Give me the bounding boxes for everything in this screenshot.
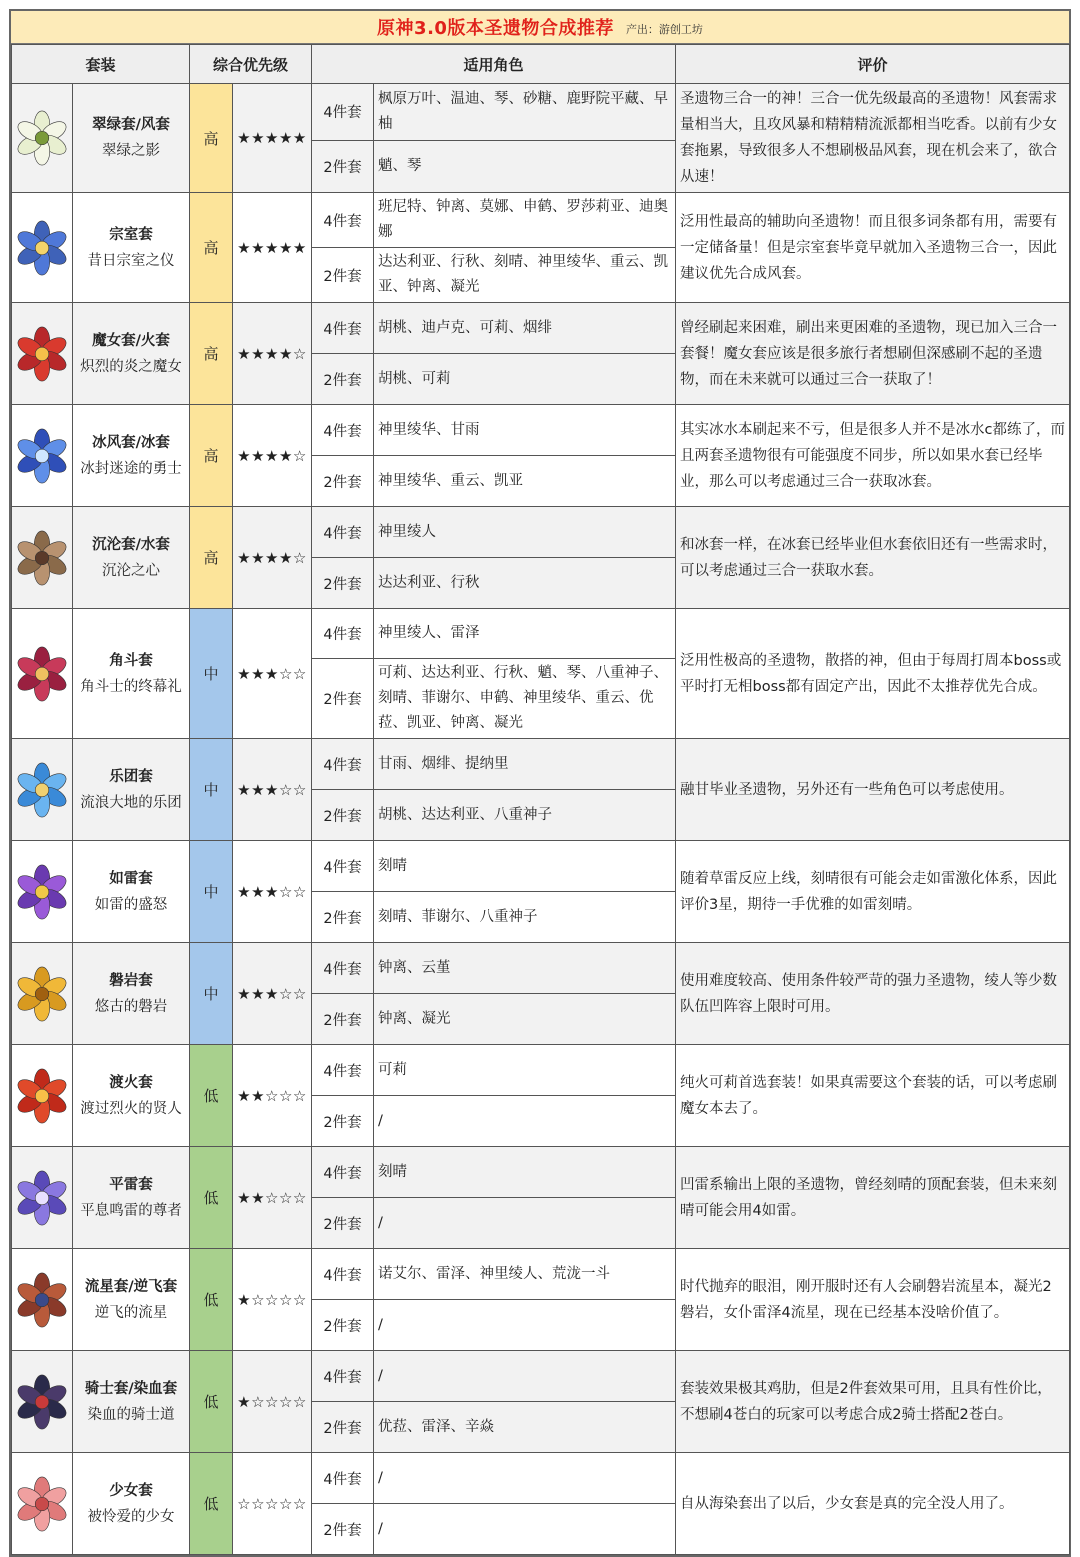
two-piece-characters: 达达利亚、行秋 [374,558,676,609]
two-piece-characters: / [374,1198,676,1249]
two-piece-characters: 达达利亚、行秋、刻晴、神里绫华、重云、凯亚、钟离、凝光 [374,248,676,303]
set-full-name: 冰封迷途的勇士 [80,460,182,477]
set-name: 宗室套 [109,226,153,243]
set-name-cell [73,1147,190,1249]
flower-purple-icon [13,884,71,900]
set-full-name: 悠古的磐岩 [94,998,168,1015]
table-row [12,84,1070,141]
set-name: 少女套 [109,1482,153,1499]
flower-mask-icon [13,550,71,566]
two-piece-label: 2件套 [312,1300,374,1351]
set-name: 流星套/逆飞套 [84,1278,178,1295]
table-row [12,1147,1070,1198]
star-rating: ★★★☆☆ [233,943,312,1045]
set-name-cell [73,303,190,405]
evaluation-text: 泛用性极高的圣遗物，散搭的神，但由于每周打周本boss或平时打无相boss都有固定产出，因此不太推荐优先合成。 [676,609,1070,739]
set-name: 魔女套/火套 [92,332,170,349]
four-piece-characters: 神里绫人 [374,507,676,558]
two-piece-characters: 魈、琴 [374,140,676,192]
table-row [12,943,1070,994]
set-name-cell [73,1351,190,1453]
flower-fire-icon [13,1088,71,1104]
two-piece-characters: 神里绫华、重云、凯亚 [374,456,676,507]
priority-badge: 低 [190,1249,233,1351]
set-name-cell [73,609,190,739]
set-icon-cell [12,507,73,609]
two-piece-characters: 钟离、凝光 [374,994,676,1045]
priority-badge: 低 [190,1453,233,1555]
header-priority: 综合优先级 [190,45,312,84]
four-piece-label: 4件套 [312,507,374,558]
evaluation-text: 纯火可莉首选套装！如果真需要这个套装的话，可以考虑刷魔女本去了。 [676,1045,1070,1147]
star-rating: ★☆☆☆☆ [233,1249,312,1351]
two-piece-label: 2件套 [312,1504,374,1555]
two-piece-characters: 优菈、雷泽、辛焱 [374,1402,676,1453]
star-rating: ★★★☆☆ [233,609,312,739]
evaluation-text: 套装效果极其鸡肋，但是2件套效果可用，且具有性价比，不想刷4苍白的玩家可以考虑合成2骑士搭配2苍白。 [676,1351,1070,1453]
set-name-cell [73,193,190,303]
priority-badge: 低 [190,1351,233,1453]
four-piece-label: 4件套 [312,303,374,354]
four-piece-label: 4件套 [312,1147,374,1198]
set-name-cell [73,405,190,507]
credit-text: 产出：游创工坊 [625,23,703,36]
four-piece-characters: 胡桃、迪卢克、可莉、烟绯 [374,303,676,354]
set-icon-cell [12,739,73,841]
evaluation-text: 凹雷系输出上限的圣遗物，曾经刻晴的顶配套装，但未来刻晴可能会用4如雷。 [676,1147,1070,1249]
table-row [12,1249,1070,1300]
evaluation-text: 泛用性最高的辅助向圣遗物！而且很多词条都有用，需要有一定储备量！但是宗室套毕竟早就加入圣遗物三合一，因此建议优先合成风套。 [676,193,1070,303]
evaluation-text: 和冰套一样，在冰套已经毕业但水套依旧还有一些需求时，可以考虑通过三合一获取水套。 [676,507,1070,609]
two-piece-characters: / [374,1504,676,1555]
set-icon-cell [12,303,73,405]
star-rating: ☆☆☆☆☆ [233,1453,312,1555]
star-rating: ★★☆☆☆ [233,1147,312,1249]
four-piece-characters: 神里绫华、甘雨 [374,405,676,456]
set-name: 渡火套 [109,1074,153,1091]
page-title: 原神3.0版本圣遗物合成推荐 [377,18,614,39]
evaluation-text: 融甘毕业圣遗物，另外还有一些角色可以考虑使用。 [676,739,1070,841]
priority-badge: 中 [190,841,233,943]
set-name: 乐团套 [109,768,153,785]
two-piece-label: 2件套 [312,994,374,1045]
evaluation-text: 曾经刷起来困难，刷出来更困难的圣遗物，现已加入三合一套餐！魔女套应该是很多旅行者想刷但深感刷不起的圣遗物，而在未来就可以通过三合一获取了！ [676,303,1070,405]
set-name: 骑士套/染血套 [84,1380,178,1397]
priority-badge: 中 [190,739,233,841]
header-characters: 适用角色 [312,45,676,84]
set-icon-cell [12,193,73,303]
two-piece-characters: 刻晴、菲谢尔、八重神子 [374,892,676,943]
star-rating: ★★★★☆ [233,303,312,405]
two-piece-label: 2件套 [312,140,374,192]
four-piece-label: 4件套 [312,405,374,456]
set-full-name: 渡过烈火的贤人 [80,1100,182,1117]
flower-sky-icon [13,782,71,798]
table-row [12,1453,1070,1504]
four-piece-characters: 诺艾尔、雷泽、神里绫人、荒泷一斗 [374,1249,676,1300]
table-row [12,841,1070,892]
evaluation-text: 其实冰水本刷起来不亏，但是很多人并不是冰水c都练了，而且两套圣遗物很有可能强度不同步，所以如果水套已经毕业，那么可以考虑通过三合一获取冰套。 [676,405,1070,507]
table-row [12,1045,1070,1096]
set-full-name: 被怜爱的少女 [87,1508,175,1525]
set-icon-cell [12,609,73,739]
four-piece-label: 4件套 [312,1453,374,1504]
set-name-cell [73,739,190,841]
set-full-name: 炽烈的炎之魔女 [80,358,182,375]
set-name-cell [73,1453,190,1555]
set-name: 如雷套 [109,870,153,887]
four-piece-label: 4件套 [312,193,374,248]
header-row [12,45,1070,84]
four-piece-characters: / [374,1453,676,1504]
set-name-cell [73,1249,190,1351]
four-piece-characters: 钟离、云堇 [374,943,676,994]
flower-blue-icon [13,240,71,256]
evaluation-text: 时代抛弃的眼泪，刚开服时还有人会刷磐岩流星本，凝光2磐岩，女仆雷泽4流星，现在已经基本没啥价值了。 [676,1249,1070,1351]
four-piece-label: 4件套 [312,1249,374,1300]
two-piece-label: 2件套 [312,354,374,405]
table-row [12,1351,1070,1402]
two-piece-characters: 胡桃、达达利亚、八重神子 [374,790,676,841]
two-piece-characters: 胡桃、可莉 [374,354,676,405]
set-full-name: 逆飞的流星 [94,1304,168,1321]
table-row [12,739,1070,790]
table-row [12,405,1070,456]
set-full-name: 染血的骑士道 [87,1406,175,1423]
four-piece-label: 4件套 [312,1045,374,1096]
flower-violet-icon [13,1190,71,1206]
set-full-name: 沉沦之心 [102,562,160,579]
set-full-name: 角斗士的终幕礼 [80,678,182,695]
set-name-cell [73,943,190,1045]
header-set: 套装 [12,45,190,84]
set-icon-cell [12,943,73,1045]
two-piece-label: 2件套 [312,248,374,303]
set-name: 翠绿套/风套 [92,117,170,133]
set-full-name: 翠绿之影 [102,143,160,159]
priority-badge: 高 [190,507,233,609]
set-full-name: 如雷的盛怒 [94,896,168,913]
star-rating: ★★★★☆ [233,507,312,609]
set-icon-cell [12,405,73,507]
two-piece-label: 2件套 [312,892,374,943]
four-piece-characters: 神里绫人、雷泽 [374,609,676,659]
two-piece-label: 2件套 [312,558,374,609]
table-row [12,507,1070,558]
priority-badge: 低 [190,1045,233,1147]
set-full-name: 平息鸣雷的尊者 [80,1202,182,1219]
star-rating: ★☆☆☆☆ [233,1351,312,1453]
four-piece-characters: 刻晴 [374,1147,676,1198]
four-piece-label: 4件套 [312,943,374,994]
two-piece-characters: / [374,1300,676,1351]
set-full-name: 昔日宗室之仪 [87,252,175,269]
priority-badge: 高 [190,405,233,507]
artifact-table [11,44,1070,1555]
table-row [12,303,1070,354]
star-rating: ★★★★☆ [233,405,312,507]
priority-badge: 高 [190,84,233,193]
set-icon-cell [12,1147,73,1249]
flower-red-icon [13,346,71,362]
priority-badge: 高 [190,193,233,303]
two-piece-label: 2件套 [312,456,374,507]
set-icon-cell [12,841,73,943]
four-piece-characters: 可莉 [374,1045,676,1096]
four-piece-label: 4件套 [312,841,374,892]
flower-ice-icon [13,448,71,464]
four-piece-label: 4件套 [312,739,374,790]
four-piece-characters: 班尼特、钟离、莫娜、申鹤、罗莎莉亚、迪奥娜 [374,193,676,248]
set-name: 沉沦套/水套 [92,536,170,553]
star-rating: ★★★★★ [233,193,312,303]
set-full-name: 流浪大地的乐团 [80,794,182,811]
four-piece-characters: 枫原万叶、温迪、琴、砂糖、鹿野院平藏、早柚 [374,84,676,141]
priority-badge: 高 [190,303,233,405]
table-body [12,84,1070,1555]
evaluation-text: 使用难度较高、使用条件较严苛的强力圣遗物，绫人等少数队伍凹阵容上限时可用。 [676,943,1070,1045]
star-rating: ★★★☆☆ [233,841,312,943]
flower-gold-icon [13,986,71,1002]
set-icon-cell [12,1249,73,1351]
four-piece-characters: 刻晴 [374,841,676,892]
set-name-cell [73,841,190,943]
flower-crimson-icon [13,666,71,682]
four-piece-label: 4件套 [312,609,374,659]
two-piece-label: 2件套 [312,1402,374,1453]
priority-badge: 中 [190,943,233,1045]
two-piece-label: 2件套 [312,659,374,739]
evaluation-text: 自从海染套出了以后，少女套是真的完全没人用了。 [676,1453,1070,1555]
evaluation-text: 圣遗物三合一的神！三合一优先级最高的圣遗物！风套需求量相当大，且攻风暴和精精精流派都相当吃香。以前有少女套拖累，导致很多人不想刷极品风套，现在机会来了，欲合从速！ [676,84,1070,193]
star-rating: ★★★☆☆ [233,739,312,841]
flower-green-icon [13,130,71,146]
flower-meteor-icon [13,1292,71,1308]
four-piece-characters: 甘雨、烟绯、提纳里 [374,739,676,790]
flower-pink-icon [13,1496,71,1512]
header-evaluation: 评价 [676,45,1070,84]
priority-badge: 中 [190,609,233,739]
two-piece-label: 2件套 [312,1198,374,1249]
flower-knight-icon [13,1394,71,1410]
evaluation-text: 随着草雷反应上线，刻晴很有可能会走如雷激化体系，因此评价3星，期待一手优雅的如雷刻晴。 [676,841,1070,943]
set-name: 冰风套/冰套 [92,434,170,451]
set-name-cell [73,507,190,609]
priority-badge: 低 [190,1147,233,1249]
four-piece-label: 4件套 [312,84,374,141]
star-rating: ★★☆☆☆ [233,1045,312,1147]
set-name-cell [73,84,190,193]
set-icon-cell [12,1351,73,1453]
two-piece-label: 2件套 [312,1096,374,1147]
four-piece-label: 4件套 [312,1351,374,1402]
set-name-cell [73,1045,190,1147]
set-name: 平雷套 [109,1176,153,1193]
four-piece-characters: / [374,1351,676,1402]
two-piece-characters: 可莉、达达利亚、行秋、魈、琴、八重神子、刻晴、菲谢尔、申鹤、神里绫华、重云、优菈、凯亚、钟离、凝光 [374,659,676,739]
set-name: 角斗套 [109,652,153,669]
set-icon-cell [12,84,73,193]
set-icon-cell [12,1045,73,1147]
recommendation-sheet [9,9,1071,1557]
table-row [12,193,1070,248]
table-row [12,609,1070,659]
title-bar [11,11,1069,44]
set-icon-cell [12,1453,73,1555]
star-rating: ★★★★★ [233,84,312,193]
two-piece-label: 2件套 [312,790,374,841]
set-name: 磐岩套 [109,972,153,989]
two-piece-characters: / [374,1096,676,1147]
